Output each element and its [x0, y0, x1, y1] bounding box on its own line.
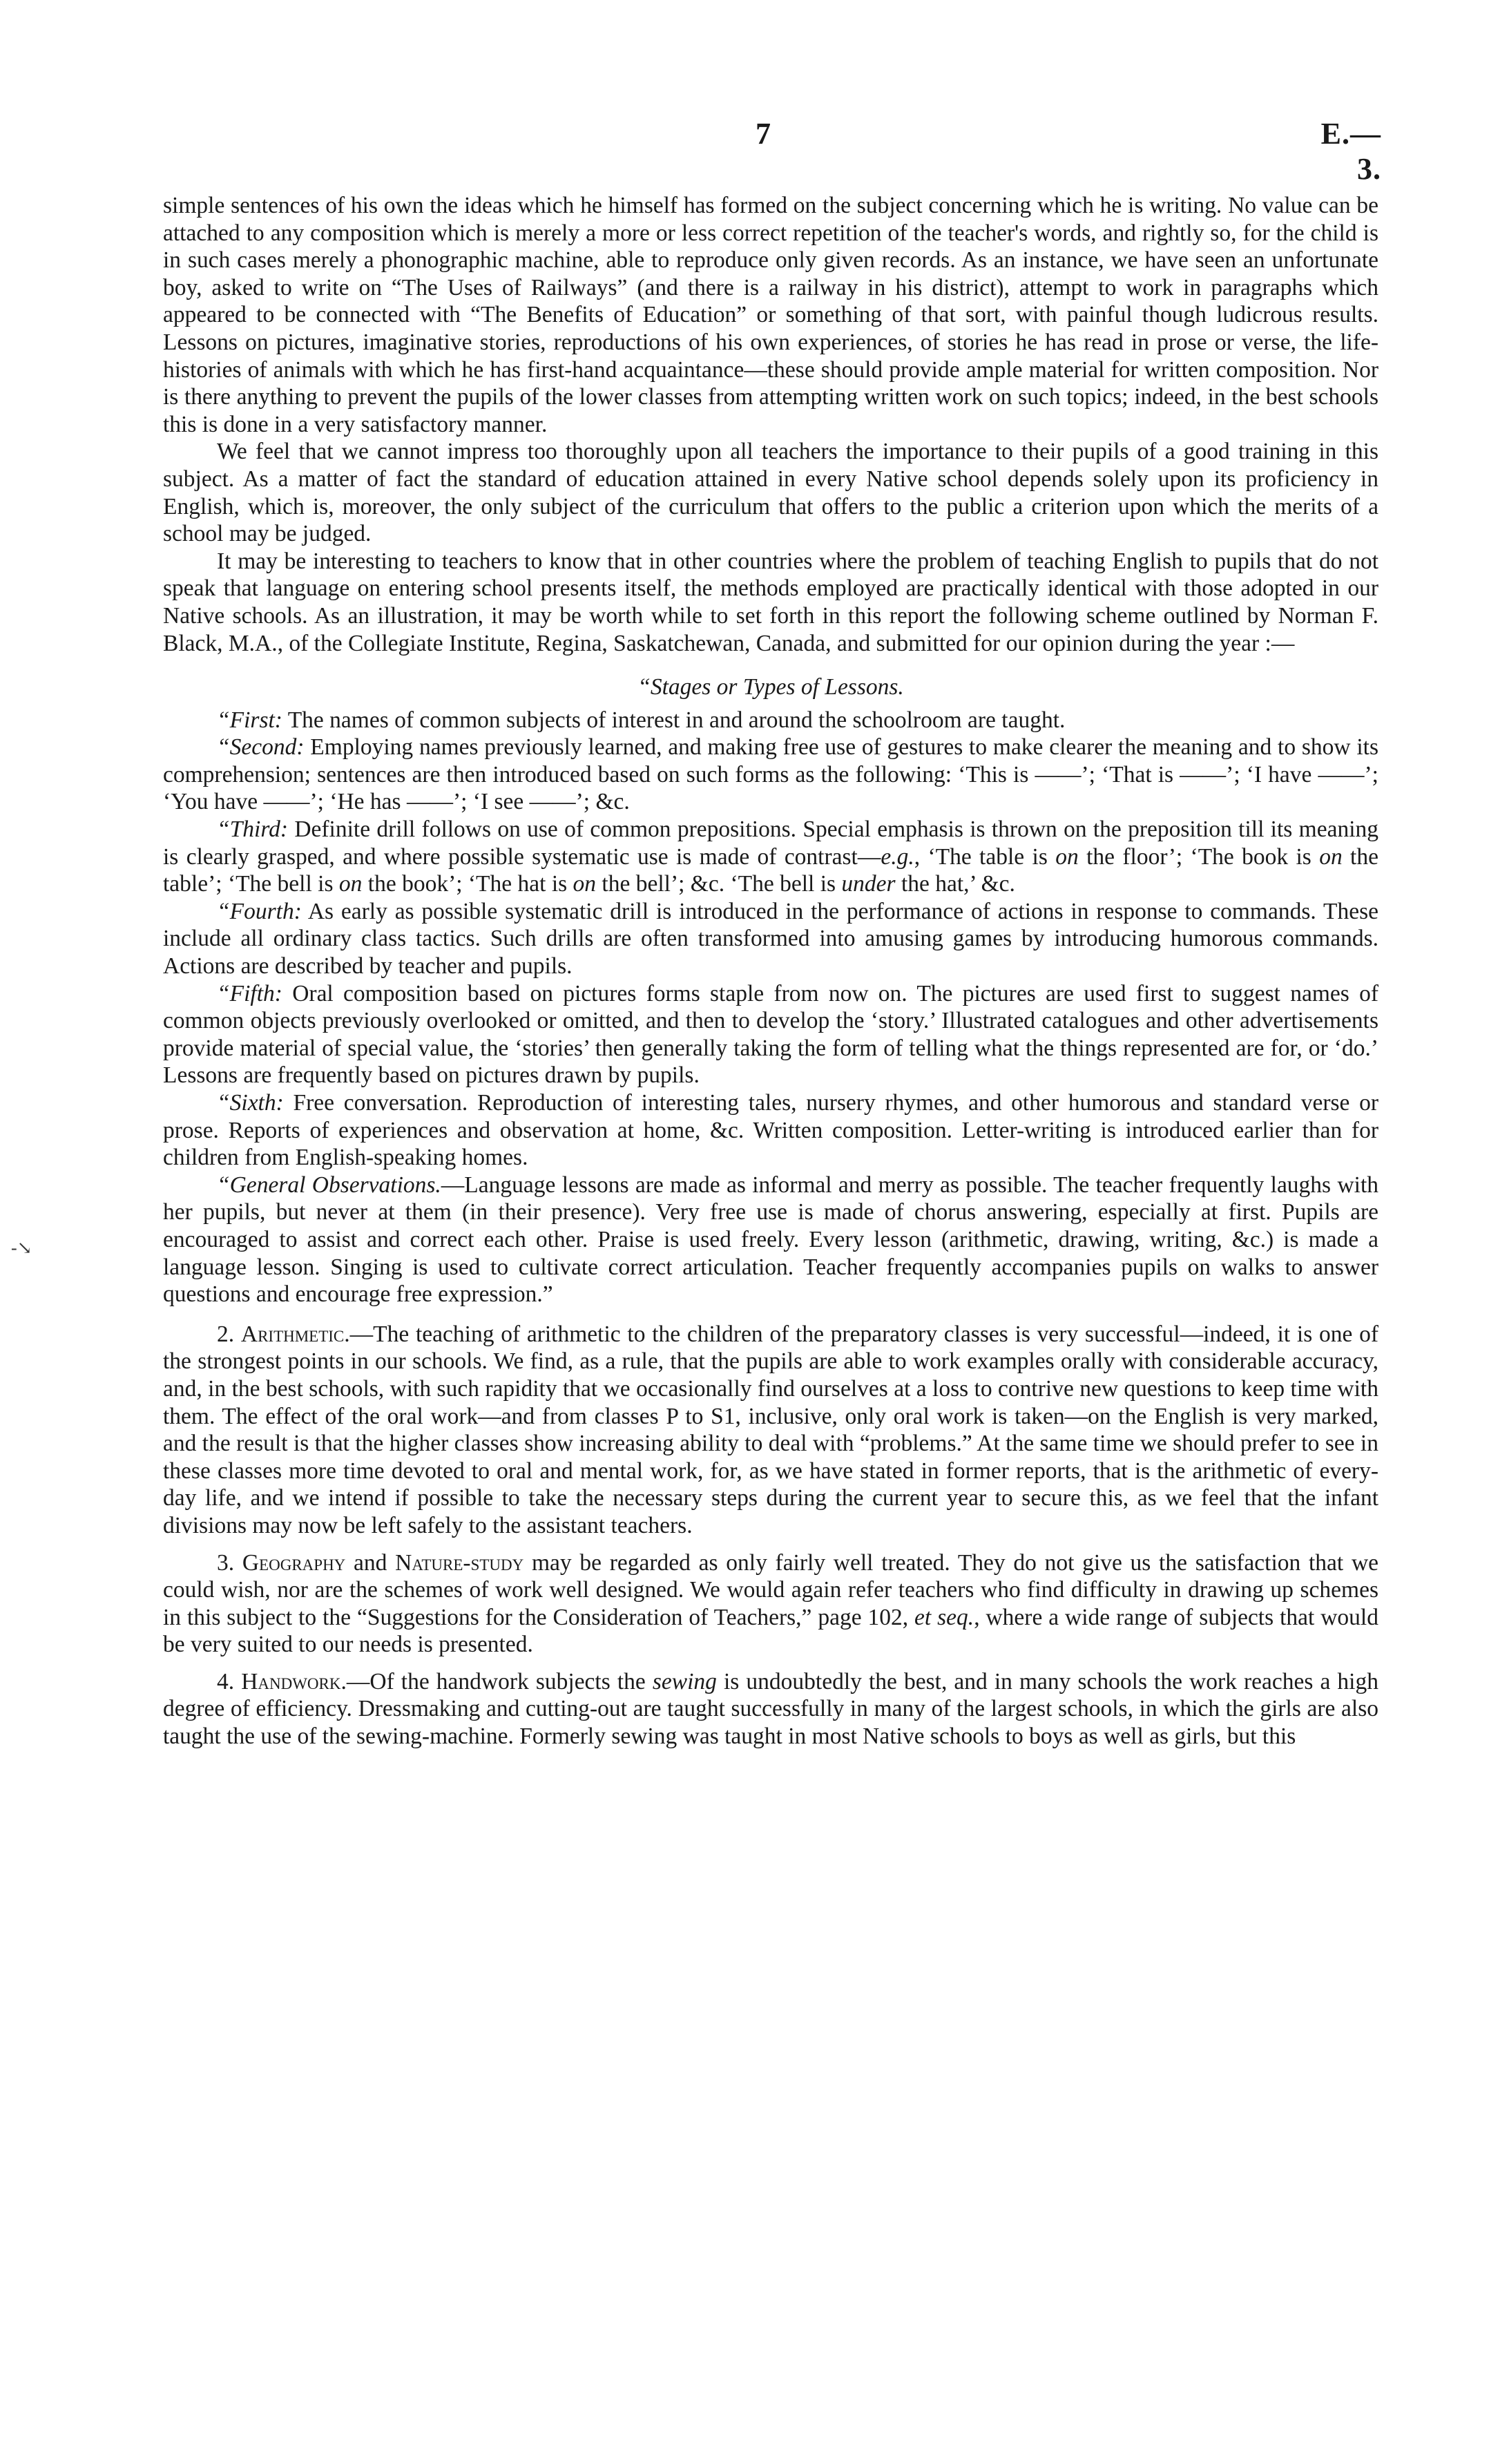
section-number: 4.	[217, 1668, 242, 1694]
stage-text: —Language lessons are made as informal and merry as possible. The teacher frequently laughs with her pupils, but never at them (in their presence). Very free use is made of chorus answering, especially at first. Pupils are encouraged to assist and correct each other. Praise is used freely. Every lesson (arithmetic, drawing, writing, &c.) is made a language lesson. Singing is used to cultivate correct articulation. Teacher frequently accompanies pupils on walks to answer questions and encourage free expression.”	[163, 1172, 1379, 1308]
stage-text: the hat,’ &c.	[895, 871, 1015, 897]
stage-text-italic: on	[573, 871, 597, 897]
stage-text: The names of common subjects of interest in and around the schoolroom are taught.	[282, 707, 1066, 733]
stage-text: the book’; ‘The hat is	[362, 871, 573, 897]
paragraph: We feel that we cannot impress too thoroughly upon all teachers the importance to their pupils of a good training in this subject. As a matter of fact the standard of education attained in every Native school depends solely upon its proficiency in English, which is, moreover, the only subject of the curriculum that offers to the public a criterion upon which the merits of a school may be judged.	[163, 439, 1378, 547]
stage-text-italic: on	[338, 871, 363, 897]
section-text-italic: et seq.	[914, 1604, 974, 1630]
stage-text: the bell’; &c. ‘The bell is	[596, 871, 842, 897]
stage-text-italic: under	[841, 871, 896, 897]
stage-text: Definite drill follows on use of common prepositions. Special emphasis is thrown on the preposition till its meaning is clearly grasped, and where possible systematic use is made of contrast—	[163, 816, 1378, 870]
stage-fourth	[163, 898, 1378, 980]
stage-first	[163, 707, 1378, 734]
section-label: Nature-study	[395, 1549, 524, 1576]
section-heading: “Stages or Types of Lessons.	[637, 674, 904, 700]
stage-text-italic: e.g.	[881, 843, 914, 870]
section-text: may be regarded as only fairly well treated. They do not give us the satisfaction that we could wish, nor are the schemes of work well designed. We would again refer teachers who find difficulty in drawing up schemes in this subject to the “Suggestions for the Consideration of Teachers,” page 102,	[163, 1549, 1379, 1630]
document-reference: E.—3.	[1320, 117, 1381, 186]
stage-text: Employing names previously learned, and making free use of gestures to make clearer the meaning and to show its comprehension; sentences are then introduced based on such forms as the following: ‘This is ——’; ‘That is ——’; ‘I have ——’; ‘You have ——’; ‘He has ——’; ‘I see ——’; &c.	[163, 734, 1378, 815]
section-text: is undoubtedly the best, and in many schools the work reaches a high degree of efficiency. Dressmaking and cutting-out are taught successfully in many of the largest schools, in which the girls are also taught the use of the sewing-machine. Formerly sewing was taught in most Native schools to boys as well as girls, but this	[163, 1668, 1378, 1750]
stage-text: the floor’; ‘The book is	[1078, 843, 1320, 870]
stage-label: “Fifth:	[217, 980, 282, 1006]
stage-label: “Sixth:	[217, 1090, 284, 1116]
stage-third	[163, 816, 1378, 898]
paragraph: simple sentences of his own the ideas which he himself has formed on the subject concerning which he is writing. No value can be attached to any composition which is merely a more or less correct repetition of the teacher's words, and rightly so, for the child is in such cases merely a phonographic machine, able to reproduce only given records. As an instance, we have seen an unfortunate boy, asked to write on “The Uses of Railways” (and there is a railway in his district), attempt to work in paragraphs which appeared to be connected with “The Benefits of Education” or something of that sort, with painful though ludicrous results. Lessons on pictures, imaginative stories, reproductions of his own experiences, of stories he has read in prose or verse, the life-histories of animals with which he has first-hand acquaintance—these should provide ample material for written composition. Nor is there anything to prevent the pupils of the lower classes from attempting written work on such topics; indeed, in the best schools this is done in a very satisfactory manner.	[163, 193, 1378, 437]
stage-text: , ‘The table is	[914, 843, 1056, 870]
stage-text-italic: on	[1055, 843, 1079, 870]
section-handwork	[163, 1668, 1378, 1750]
margin-mark: -↘	[11, 1238, 32, 1258]
stage-text-italic: on	[1319, 843, 1343, 870]
section-geography	[163, 1549, 1378, 1659]
stage-label: “General Observations.	[217, 1172, 441, 1198]
section-text: and	[345, 1549, 396, 1576]
section-text: , where a wide range of subjects that would be very suited to our needs is presented.	[163, 1604, 1378, 1658]
body-text	[163, 192, 1378, 1750]
page-number: 7	[756, 117, 771, 151]
stage-text: Free conversation. Reproduction of interesting tales, nursery rhymes, and other humorous and standard verse or prose. Reports of experiences and observation at home, &c. Written composition. Letter-writing is introduced earlier than for children from English-speaking homes.	[163, 1090, 1378, 1171]
stage-label: “Fourth:	[217, 898, 302, 924]
stage-fifth	[163, 980, 1378, 1089]
paragraph: It may be interesting to teachers to know that in other countries where the problem of teaching English to pupils that do not speak that language on entering school presents itself, the methods employed are practically identical with those adopted in our Native schools. As an illustration, it may be worth while to set forth in this report the following scheme outlined by Norman F. Black, M.A., of the Collegiate Institute, Regina, Saskatchewan, Canada, and submitted for our opinion during the year :—	[163, 548, 1378, 656]
stage-text: Oral composition based on pictures forms staple from now on. The pictures are used first to suggest names of common objects previously overlooked or omitted, and then to develop the ‘story.’ Illustrated catalogues and other advertisements provide material of special value, the ‘stories’ then generally taking the form of telling what the things represented are for, or ‘do.’ Lessons are frequently based on pictures drawn by pupils.	[163, 980, 1378, 1089]
general-observations	[163, 1172, 1378, 1308]
stage-label: “First:	[217, 707, 282, 733]
section-label: Handwork	[241, 1668, 341, 1694]
section-text: .—Of the handwork subjects the	[340, 1668, 653, 1694]
section-text-italic: sewing	[652, 1668, 717, 1694]
section-label: Arithmetic	[240, 1321, 345, 1347]
stage-label: “Second:	[217, 734, 305, 761]
stage-text: As early as possible systematic drill is introduced in the performance of actions in response to commands. These include all ordinary class tactics. Such drills are often transformed into amusing games by introducing humorous commands. Actions are described by teacher and pupils.	[163, 898, 1378, 980]
stage-label: “Third:	[217, 816, 289, 843]
section-number: 3.	[217, 1549, 242, 1576]
stage-text: the table’; ‘The bell is	[163, 843, 1378, 897]
section-arithmetic	[163, 1321, 1378, 1540]
stage-sixth	[163, 1089, 1378, 1172]
section-number: 2.	[217, 1321, 241, 1347]
section-text: .—The teaching of arithmetic to the children of the preparatory classes is very successful—indeed, it is one of the strongest points in our schools. We find, as a rule, that the pupils are able to work examples orally with considerable accuracy, and, in the best schools, with such rapidity that we occasionally find ourselves at a loss to contrive new questions to keep time with them. The effect of the oral work—and from classes P to S1, inclusive, only oral work is taken—on the English is very marked, and the result is that the higher classes show increasing ability to deal with “problems.” At the same time we should prefer to see in these classes more time devoted to oral and mental work, for, as we have stated in former reports, that is the arithmetic of every-day life, and we intend if possible to take the necessary steps during the current year to secure this, as we feel that the infant divisions may now be left safely to the assistant teachers.	[163, 1321, 1378, 1538]
section-label: Geography	[242, 1549, 346, 1576]
stage-second	[163, 734, 1378, 816]
